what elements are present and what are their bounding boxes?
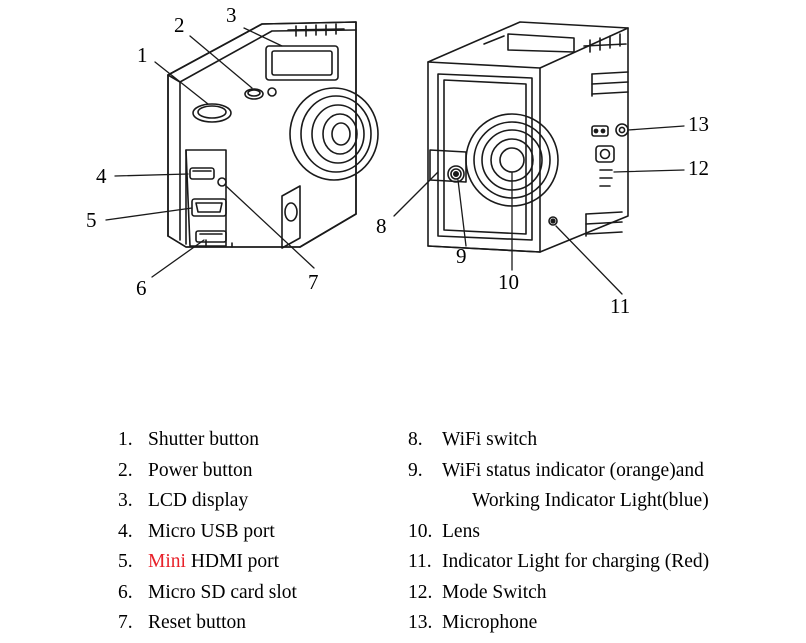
leader-9 xyxy=(458,180,466,246)
callout-number-10: 10 xyxy=(498,270,519,294)
callout-number-5: 5 xyxy=(86,208,97,232)
callout-number-11: 11 xyxy=(610,294,631,318)
legend-index-4: 4. xyxy=(118,520,133,542)
legend-item-11 xyxy=(408,547,798,578)
legend-label-reset-button: Reset button xyxy=(148,612,247,633)
legend-item-13 xyxy=(408,608,798,639)
camera-left-body xyxy=(168,22,378,248)
leader-5 xyxy=(106,208,192,220)
legend-index-7: 7. xyxy=(118,612,133,633)
legend-label-mode-switch: Mode Switch xyxy=(442,581,547,603)
legend-item-2 xyxy=(118,456,408,487)
legend-label-micro-usb-port: Micro USB port xyxy=(148,520,275,542)
leader-4 xyxy=(115,174,188,176)
legend-column-right xyxy=(408,425,798,639)
legend-label-lens: Lens xyxy=(442,520,480,542)
callout-number-12: 12 xyxy=(688,156,709,180)
leader-8 xyxy=(394,172,438,216)
leader-2 xyxy=(190,36,252,88)
legend-index-1: 1. xyxy=(118,429,133,450)
legend-item-10 xyxy=(408,517,798,548)
callout-number-4: 4 xyxy=(96,164,107,188)
callout-number-8: 8 xyxy=(376,214,387,238)
leader-12 xyxy=(614,170,684,172)
legend-index-3: 3. xyxy=(118,490,133,511)
legend-item-8 xyxy=(408,425,798,456)
callout-number-9: 9 xyxy=(456,244,467,268)
legend-index-10: 10. xyxy=(408,520,433,542)
legend-index-13: 13. xyxy=(408,612,433,633)
legend-item-6 xyxy=(118,578,408,609)
legend-index-5: 5. xyxy=(118,551,133,572)
legend-label-shutter-button: Shutter button xyxy=(148,429,260,450)
legend-label-lcd-display: LCD display xyxy=(148,490,249,511)
component-legend xyxy=(0,425,806,643)
legend-item-4 xyxy=(118,517,408,548)
legend-label-charging-indicator-light: Indicator Light for charging (Red) xyxy=(442,551,710,572)
legend-index-11: 11. xyxy=(408,551,432,572)
callout-number-3: 3 xyxy=(226,3,237,27)
legend-item-12 xyxy=(408,578,798,609)
legend-label-mini-hdmi-port xyxy=(148,547,408,578)
legend-label-hdmi-rest: HDMI port xyxy=(185,551,280,572)
legend-index-12: 12. xyxy=(408,581,433,603)
legend-label-micro-sd-card-slot: Micro SD card slot xyxy=(148,581,297,603)
legend-index-2: 2. xyxy=(118,459,133,481)
legend-label-microphone: Microphone xyxy=(442,612,538,633)
legend-column-left xyxy=(118,425,408,639)
callout-number-1: 1 xyxy=(137,43,148,67)
legend-item-9 xyxy=(408,456,798,487)
callout-number-2: 2 xyxy=(174,13,185,37)
legend-label-power-button: Power button xyxy=(148,459,253,481)
callout-number-7: 7 xyxy=(308,270,319,294)
legend-index-8: 8. xyxy=(408,429,423,450)
legend-item-3 xyxy=(118,486,408,517)
callout-number-13: 13 xyxy=(688,112,709,136)
legend-index-6: 6. xyxy=(118,581,133,603)
callout-number-6: 6 xyxy=(136,276,147,300)
legend-label-working-indicator-light: Working Indicator Light(blue) xyxy=(472,490,709,511)
leader-13 xyxy=(628,126,684,130)
leader-6 xyxy=(152,240,204,277)
legend-highlight-mini: Mini xyxy=(148,551,186,572)
legend-index-9: 9. xyxy=(408,459,423,481)
leader-11 xyxy=(556,226,622,294)
legend-item-7 xyxy=(118,608,408,639)
legend-item-1 xyxy=(118,425,408,456)
legend-item-5 xyxy=(118,547,408,578)
legend-label-wifi-status-indicator: WiFi status indicator (orange)and xyxy=(442,459,704,481)
camera-right-body xyxy=(428,22,628,252)
legend-label-wifi-switch: WiFi switch xyxy=(442,429,538,450)
